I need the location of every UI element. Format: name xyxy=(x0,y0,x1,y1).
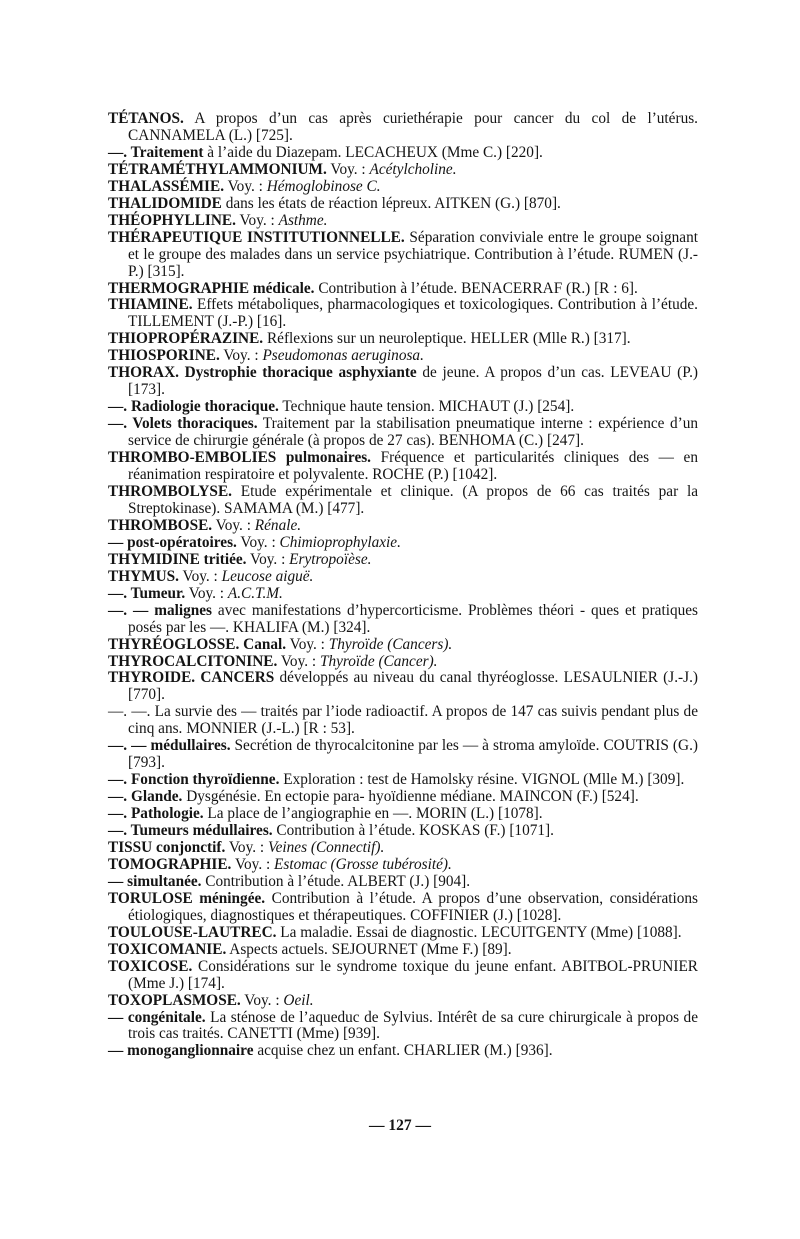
index-entry xyxy=(108,535,698,552)
index-entry xyxy=(108,162,698,179)
entry-text: Contribution à l’étude. BENACERRAF (R.) [R : 6]. xyxy=(314,279,638,297)
index-entry xyxy=(108,586,698,603)
entry-heading: —. Radiologie thoracique. xyxy=(108,398,279,416)
entry-heading: — monoganglionnaire xyxy=(108,1042,254,1060)
entry-text: Voy. : xyxy=(240,991,284,1009)
index-entry xyxy=(108,348,698,365)
index-entry xyxy=(108,331,698,348)
index-entry xyxy=(108,772,698,789)
entry-heading: THYRÉOGLOSSE. Canal. xyxy=(108,635,287,653)
index-entry xyxy=(108,196,698,213)
entry-heading: —. Tumeurs médullaires. xyxy=(108,822,273,840)
entry-heading: TOULOUSE-LAUTREC. xyxy=(108,923,277,941)
entry-heading: —. — médullaires. xyxy=(108,737,231,755)
entry-reference: A.C.T.M. xyxy=(227,584,283,602)
entry-text: Voy. : xyxy=(277,652,320,670)
entry-text: à l’aide du Diazepam. LECACHEUX (Mme C.) [220]. xyxy=(203,143,543,161)
entry-reference: Chimioprophylaxie. xyxy=(279,533,401,551)
entry-heading: THERMOGRAPHIE médicale. xyxy=(108,279,315,297)
index-entry xyxy=(108,213,698,230)
index-entry xyxy=(108,840,698,857)
entry-heading: THROMBOSE. xyxy=(108,516,213,534)
entry-text: Voy. : xyxy=(225,838,268,856)
index-entry xyxy=(108,654,698,671)
index-entry xyxy=(108,484,698,518)
entry-heading: THÉOPHYLLINE. xyxy=(108,211,236,229)
index-entry xyxy=(108,145,698,162)
entry-heading: —. Volets thoraciques. xyxy=(108,415,258,433)
entry-heading: THYROIDE. CANCERS xyxy=(108,669,275,687)
entry-text: dans les états de réaction lépreux. AITKEN (G.) [870]. xyxy=(221,194,561,212)
entry-reference: Acétylcholine. xyxy=(369,160,457,178)
entry-heading: TISSU conjonctif. xyxy=(108,838,226,856)
entry-heading: THIOSPORINE. xyxy=(108,347,220,365)
entry-reference: Asthme. xyxy=(278,211,328,229)
index-entry xyxy=(108,552,698,569)
entry-text: développés au niveau du canal thyréoglosse. LESAULNIER (J.-J.) [770]. xyxy=(128,669,698,704)
index-entry xyxy=(108,925,698,942)
entry-text: La maladie. Essai de diagnostic. LECUITGENTY (Mme) [1088]. xyxy=(276,923,682,941)
entry-text: Séparation conviviale entre le groupe soignant et le groupe des malades dans un service psychiatrique. Contribution à l’étude. RUMEN (J.-P.) [315]. xyxy=(128,228,698,280)
index-entry xyxy=(108,365,698,399)
entry-reference: Rénale. xyxy=(254,516,302,534)
entry-heading: —. Traitement xyxy=(108,143,204,161)
entry-text: Voy. : xyxy=(231,855,275,873)
entry-text: Voy. : xyxy=(246,550,290,568)
index-entry xyxy=(108,789,698,806)
entry-heading: THALIDOMIDE xyxy=(108,194,222,212)
entry-text: Voy. : xyxy=(286,635,329,653)
entry-heading: TOXOPLASMOSE. xyxy=(108,991,241,1009)
entry-text: Aspects actuels. SEJOURNET (Mme F.) [89]. xyxy=(226,940,512,958)
index-entry xyxy=(108,637,698,654)
entry-reference: Hémoglobinose C. xyxy=(266,177,381,195)
entry-heading: — congénitale. xyxy=(108,1008,206,1026)
entry-heading: TÉTRAMÉTHYLAMMONIUM. xyxy=(108,160,327,178)
entry-heading: TOXICOMANIE. xyxy=(108,940,227,958)
entry-text: Voy. : xyxy=(219,347,263,365)
entry-text: Effets métaboliques, pharmacologiques et toxicologiques. Contribution à l’étude. TILLEMENT (J.-P.) [16]. xyxy=(128,296,698,331)
entry-heading: —. Glande. xyxy=(108,788,183,806)
index-entry xyxy=(108,857,698,874)
entry-reference: Veines (Connectif). xyxy=(267,838,385,856)
entry-text: Contribution à l’étude. KOSKAS (F.) [1071]. xyxy=(272,822,554,840)
entry-heading: TOMOGRAPHIE. xyxy=(108,855,232,873)
index-entry xyxy=(108,416,698,450)
index-entry xyxy=(108,942,698,959)
entry-text: Voy. : xyxy=(178,567,222,585)
index-entry xyxy=(108,1010,698,1044)
index-entry xyxy=(108,891,698,925)
entry-heading: THYMUS. xyxy=(108,567,179,585)
entry-heading: TORULOSE méningée. xyxy=(108,889,266,907)
entry-heading: THYMIDINE tritiée. xyxy=(108,550,247,568)
entry-reference: Thyroïde (Cancer). xyxy=(319,652,438,670)
entry-heading: —. Fonction thyroïdienne. xyxy=(108,771,280,789)
entry-text: A propos d’un cas après curiethérapie pour cancer du col de l’utérus. CANNAMELA (L.) [725]. xyxy=(128,110,698,144)
entry-heading: THÉRAPEUTIQUE INSTITUTIONNELLE. xyxy=(108,228,405,246)
index-entry xyxy=(108,569,698,586)
entry-text: La place de l’angiographie en —. MORIN (L.) [1078]. xyxy=(203,805,543,823)
index-entry xyxy=(108,399,698,416)
index-entry xyxy=(108,1043,698,1060)
index-entry xyxy=(108,603,698,637)
entry-heading: THIAMINE. xyxy=(108,296,193,314)
entry-text: Contribution à l’étude. A propos d’une observation, considérations étiologiques, diagnostiques et thérapeutiques. COFFINIER (J.) [1028]. xyxy=(128,889,698,924)
index-entry xyxy=(108,111,698,145)
entry-text: Fréquence et particularités cliniques des — en réanimation respiratoire et polyvalente. ROCHE (P.) [1042]. xyxy=(128,449,698,484)
entry-text: Secrétion de thyrocalcitonine par les — à stroma amyloïde. COUTRIS (G.) [793]. xyxy=(128,737,698,772)
entry-heading: —. Pathologie. xyxy=(108,805,204,823)
index-entry xyxy=(108,450,698,484)
entry-reference: Leucose aiguë. xyxy=(221,567,314,585)
entry-text: Exploration : test de Hamolsky résine. VIGNOL (Mlle M.) [309]. xyxy=(279,771,685,789)
entry-heading: THROMBO-EMBOLIES pulmonaires. xyxy=(108,449,372,467)
index-entries xyxy=(108,111,698,1060)
page-number: — 127 — xyxy=(369,1117,431,1134)
index-entry xyxy=(108,230,698,281)
entry-text: La sténose de l’aqueduc de Sylvius. Intérêt de sa cure chirurgicale à propos de trois cas traités. CANETTI (Mme) [939]. xyxy=(128,1008,699,1043)
entry-text: de jeune. A propos d’un cas. LEVEAU (P.) [173]. xyxy=(128,364,698,399)
entry-heading: —. Tumeur. xyxy=(108,584,186,602)
entry-reference: Oeil. xyxy=(283,991,314,1009)
entry-text: Traitement par la stabilisation pneumatique interne : expérience d’un service de chirurgie générale (à propos de 27 cas). BENHOMA (C.) [247]. xyxy=(128,415,698,450)
index-entry xyxy=(108,738,698,772)
index-entry xyxy=(108,993,698,1010)
entry-text: Voy. : xyxy=(212,516,255,534)
entry-reference: Estomac (Grosse tubérosité). xyxy=(274,855,452,873)
entry-text: Voy. : xyxy=(185,584,228,602)
index-entry xyxy=(108,518,698,535)
entry-text: Considérations sur le syndrome toxique du jeune enfant. ABITBOL-PRUNIER (Mme J.) [174]. xyxy=(128,957,698,992)
entry-heading: THALASSÉMIE. xyxy=(108,177,225,195)
entry-text: Réflexions sur un neuroleptique. HELLER (Mlle R.) [317]. xyxy=(263,330,631,348)
entry-heading: — simultanée. xyxy=(108,872,202,890)
entry-heading: THROMBOLYSE. xyxy=(108,482,232,500)
entry-text: Technique haute tension. MICHAUT (J.) [254]. xyxy=(278,398,575,416)
entry-text: Contribution à l’étude. ALBERT (J.) [904]. xyxy=(201,872,471,890)
index-entry xyxy=(108,281,698,298)
entry-heading: THYROCALCITONINE. xyxy=(108,652,278,670)
entry-text: —. —. La survie des — traités par l’iode radioactif. A propos de 147 cas suivis pendant plus de cinq ans. MONNIER (J.-L.) [R : 53]. xyxy=(108,703,698,738)
entry-reference: Erytropoïèse. xyxy=(289,550,372,568)
entry-text: acquise chez un enfant. CHARLIER (M.) [936]. xyxy=(253,1042,553,1060)
entry-heading: TÉTANOS. xyxy=(108,110,184,127)
index-entry xyxy=(108,823,698,840)
entry-text: Voy. : xyxy=(235,211,279,229)
entry-text: Dysgénésie. En ectopie para- hyoïdienne médiane. MAINCON (F.) [524]. xyxy=(182,788,639,806)
entry-heading: THIOPROPÉRAZINE. xyxy=(108,330,264,348)
entry-text: Voy. : xyxy=(236,533,280,551)
entry-heading: — post-opératoires. xyxy=(108,533,237,551)
entry-heading: THORAX. Dystrophie thoracique asphyxiante xyxy=(108,364,417,382)
entry-reference: Pseudomonas aeruginosa. xyxy=(262,347,424,365)
index-entry xyxy=(108,297,698,331)
index-entry xyxy=(108,959,698,993)
entry-heading: —. — malignes xyxy=(108,601,213,619)
index-entry xyxy=(108,874,698,891)
entry-text: Voy. : xyxy=(326,160,370,178)
entry-text: avec manifestations d’hypercorticisme. Problèmes théori - ques et pratiques posés par les —. KHALIFA (M.) [324]. xyxy=(128,601,698,636)
entry-heading: TOXICOSE. xyxy=(108,957,193,975)
index-entry xyxy=(108,704,698,738)
entry-text: Voy. : xyxy=(224,177,267,195)
entry-reference: Thyroïde (Cancers). xyxy=(328,635,453,653)
index-entry xyxy=(108,179,698,196)
index-entry xyxy=(108,670,698,704)
entry-text: Etude expérimentale et clinique. (A propos de 66 cas traités par la Streptokinase). SAMAMA (M.) [477]. xyxy=(128,482,698,517)
index-entry xyxy=(108,806,698,823)
